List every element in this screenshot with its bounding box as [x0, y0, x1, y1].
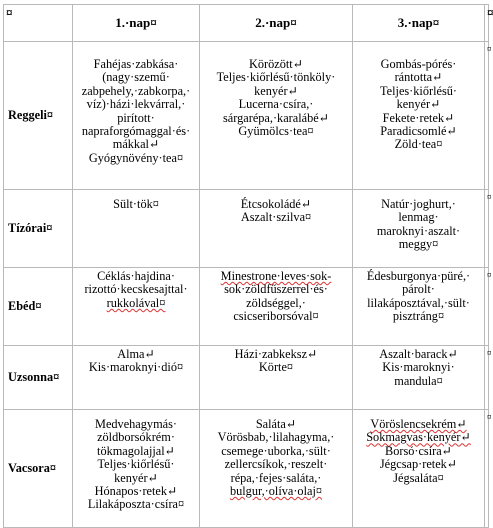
meal-item-line: Medvehagymás·	[95, 417, 177, 431]
meal-item-line: Édesburgonya·püré,·	[366, 269, 471, 283]
row-end-mark: ¤	[485, 42, 489, 190]
row-end-mark: ¤	[485, 190, 489, 268]
meal-item-line: Alma↵	[117, 347, 155, 361]
meal-item-line: répa,·fejes·saláta,·	[230, 470, 322, 485]
meal-item-line: Hónapos·retek↵	[94, 484, 178, 499]
day-1-header: 1.·nap¤	[73, 5, 200, 42]
meal-item-line: Jégsaláta¤	[393, 470, 444, 485]
meal-label: Ebéd¤	[4, 268, 73, 346]
meal-item-line: Aszalt·barack↵	[379, 347, 458, 361]
meal-item-line: tökmagolajjal↵	[97, 443, 175, 458]
meal-item-line: Céklás·hajdina·	[97, 269, 175, 283]
header-row	[4, 5, 489, 42]
meal-item-line: napraforgómaggal·és·	[81, 124, 191, 139]
meal-cell-day1	[73, 346, 200, 410]
meal-cell-day2	[200, 346, 353, 410]
meal-item-line: Kis·maroknyi·dió¤	[88, 360, 184, 375]
meal-item-line: Házi·zabkeksz↵	[234, 347, 318, 361]
meal-item-line: rukkolával¤	[106, 295, 166, 310]
meal-item-line: lenmag·	[398, 210, 439, 225]
meal-item-line: Borsó·csíra↵	[385, 443, 452, 458]
meal-item-line: Kis·maroknyi·	[382, 360, 455, 375]
meal-cell-day3	[353, 410, 485, 528]
meal-item-line: párolt·	[402, 282, 435, 297]
meal-cell-day2	[200, 410, 353, 528]
meal-item-line: Teljes·kiőrlésű·	[380, 83, 457, 98]
meal-cell-day1	[73, 268, 200, 346]
meal-item-line: Étcsokoládé↵	[240, 197, 312, 211]
meal-item-line: Fahéjas·zabkása·	[93, 57, 179, 71]
meal-label: Uzsonna¤	[4, 346, 73, 410]
meal-item-line: Sokmagvas·kenyér↵	[366, 430, 471, 445]
meal-item-line: Minestrone·leves·sok-	[220, 269, 332, 283]
meal-item-line: Vöröslencsekrém↵	[370, 417, 467, 431]
meal-item-line: bulgur,·olíva·olaj¤	[229, 484, 323, 499]
meal-row	[4, 346, 489, 410]
meal-plan-table	[3, 4, 493, 528]
meal-item-line: Teljes·kiőrlésű·tönköly·	[216, 70, 336, 85]
meal-item-line: meggy¤	[398, 237, 439, 252]
meal-item-line: pisztráng¤	[392, 309, 445, 324]
meal-item-line: zöldborsókrém·	[97, 430, 175, 445]
meal-item-line: (nagy·szemű·	[102, 70, 170, 85]
meal-item-line: rizottó·kecskesajttal·	[84, 282, 188, 297]
meal-cell-day1	[73, 190, 200, 268]
meal-cell-day3	[353, 190, 485, 268]
meal-cell-day3	[353, 42, 485, 190]
meal-cell-day1	[73, 410, 200, 528]
meal-item-line: Gyümölcs·tea¤	[238, 124, 314, 139]
meal-cell-day1	[73, 42, 200, 190]
meal-item-line: csemege·uborka,·sült·	[221, 443, 331, 458]
corner-cell: ¤	[4, 5, 73, 42]
meal-label: Vacsora¤	[4, 410, 73, 528]
meal-item-line: sok·zöldfűszerrel·és·	[224, 282, 328, 297]
meal-cell-day2	[200, 190, 353, 268]
meal-item-line: kenyér↵	[254, 83, 298, 98]
day-3-header: 3.·nap¤	[353, 5, 485, 42]
meal-row	[4, 268, 489, 346]
meal-item-line: mandula¤	[394, 373, 443, 388]
meal-item-line: zellercsíkok,·reszelt·	[224, 457, 328, 472]
meal-item-line: víz)·házi·lekvárral,·	[86, 97, 186, 112]
meal-row	[4, 42, 489, 190]
meal-row	[4, 190, 489, 268]
meal-label: Tízórai¤	[4, 190, 73, 268]
row-end-mark: ¤	[485, 346, 489, 410]
meal-item-line: Gyógynövény·tea¤	[88, 150, 184, 165]
meal-row	[4, 410, 489, 528]
meal-item-line: Vörösbab,·lilahagyma,·	[217, 430, 335, 445]
meal-item-line: Fekete·retek↵	[382, 110, 455, 125]
meal-item-line: mákkal↵	[112, 137, 160, 152]
meal-cell-day2	[200, 268, 353, 346]
meal-item-line: Körte¤	[258, 360, 294, 375]
row-end-mark: ¤	[485, 410, 489, 528]
meal-item-line: Gombás-pórés·	[380, 57, 457, 71]
meal-item-line: kenyér↵	[396, 97, 441, 112]
meal-item-line: rántotta↵	[394, 70, 443, 85]
meal-item-line: kenyér↵	[114, 470, 158, 485]
day-2-header: 2.·nap¤	[200, 5, 353, 42]
meal-cell-day3	[353, 268, 485, 346]
meal-item-line: Aszalt·szilva¤	[240, 210, 312, 225]
row-end-mark: ¤	[485, 5, 489, 42]
meal-item-line: Natúr·joghurt,·	[381, 197, 456, 211]
meal-item-line: csicseriborsóval¤	[233, 309, 319, 324]
meal-item-line: Lilakáposzta·csíra¤	[87, 497, 185, 512]
meal-item-line: Saláta↵	[255, 417, 297, 431]
meal-cell-day3	[353, 346, 485, 410]
row-end-mark: ¤	[485, 268, 489, 346]
meal-item-line: Zöld·tea¤	[394, 137, 443, 152]
meal-item-line: zabpehely,·zabkorpa,·	[81, 83, 191, 98]
meal-cell-day2	[200, 42, 353, 190]
meal-label: Reggeli¤	[4, 42, 73, 190]
meal-item-line: lilakáposztával,·sült·	[367, 295, 470, 310]
meal-item-line: Paradicsomlé↵	[380, 124, 457, 139]
meal-item-line: pirított·	[117, 110, 155, 125]
meal-item-line: Körözött↵	[248, 57, 303, 71]
meal-item-line: sárgarépa,·karalábé↵	[223, 110, 329, 125]
meal-item-line: zöldséggel,·	[246, 295, 306, 310]
meal-item-line: Jégcsap·retek↵	[379, 457, 458, 472]
meal-item-line: Sült·tök¤	[113, 197, 159, 211]
meal-item-line: Lucerna·csíra,·	[238, 97, 314, 112]
meal-item-line: maroknyi·aszalt·	[376, 223, 461, 238]
meal-item-line: Teljes·kiőrlésű·	[97, 457, 175, 472]
